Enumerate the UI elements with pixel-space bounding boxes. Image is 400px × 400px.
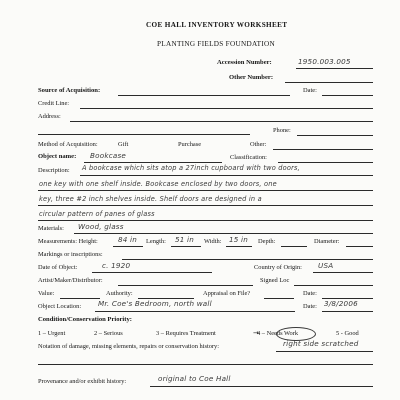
classification-label: Classification: bbox=[230, 154, 267, 161]
location-date-line bbox=[322, 311, 373, 312]
accession-value[interactable]: 1950.003.005 bbox=[298, 57, 351, 66]
object-name-line bbox=[84, 162, 222, 163]
description-rule-2 bbox=[38, 190, 373, 191]
method-other-line[interactable] bbox=[273, 149, 373, 150]
length-value[interactable]: 51 in bbox=[175, 235, 194, 244]
artist-line[interactable] bbox=[118, 285, 253, 286]
width-line bbox=[226, 246, 252, 247]
signed-loc-label: Signed Loc bbox=[260, 277, 290, 284]
source-date-label: Date: bbox=[303, 87, 317, 94]
phone-label: Phone: bbox=[273, 127, 291, 134]
credit-line-line[interactable] bbox=[80, 108, 373, 109]
description-label: Description: bbox=[38, 167, 70, 174]
diameter-label: Diameter: bbox=[314, 238, 340, 245]
date-of-object-value[interactable]: c. 1920 bbox=[102, 261, 131, 270]
provenance-line bbox=[150, 386, 373, 387]
method-purchase[interactable]: Purchase bbox=[178, 141, 202, 148]
description-rule-3 bbox=[38, 205, 373, 206]
description-rule-4 bbox=[38, 220, 373, 221]
length-label: Length: bbox=[146, 238, 166, 245]
notation-value[interactable]: right side scratched bbox=[283, 339, 359, 348]
foundation-name: PLANTING FIELDS FOUNDATION bbox=[157, 40, 276, 48]
description-line-2[interactable]: one key with one shelf inside. Bookcase enclosed by two doors, one bbox=[39, 180, 277, 188]
phone-line[interactable] bbox=[297, 135, 373, 136]
markings-line[interactable] bbox=[122, 259, 373, 260]
other-number-line[interactable] bbox=[285, 82, 373, 83]
date-of-object-line bbox=[92, 272, 212, 273]
description-line-3[interactable]: key, three #2 inch shelves inside. Shelf doors are designed in a bbox=[39, 195, 262, 203]
provenance-label: Provenance and/or exhibit history: bbox=[38, 378, 127, 385]
method-other-label: Other: bbox=[250, 141, 267, 148]
other-number-label: Other Number: bbox=[229, 74, 274, 81]
signed-loc-line[interactable] bbox=[294, 285, 373, 286]
materials-label: Materials: bbox=[38, 225, 64, 232]
value-label: Value: bbox=[38, 290, 55, 297]
object-name-label: Object name: bbox=[38, 153, 77, 160]
notation-line-1 bbox=[276, 351, 373, 352]
location-line bbox=[95, 311, 295, 312]
appraisal-date-label: Date: bbox=[303, 290, 317, 297]
condition-needs-work[interactable]: 4 – Needs Work bbox=[257, 330, 299, 337]
condition-urgent[interactable]: 1 – Urgent bbox=[38, 330, 66, 337]
condition-requires-treatment[interactable]: 3 – Requires Treatment bbox=[156, 330, 216, 337]
depth-line[interactable] bbox=[281, 246, 307, 247]
method-label: Method of Acquisition: bbox=[38, 141, 98, 148]
description-line-1[interactable]: A bookcase which sits atop a 27inch cupboard with two doors, bbox=[82, 164, 300, 172]
materials-value[interactable]: Wood, glass bbox=[78, 222, 124, 231]
width-label: Width: bbox=[204, 238, 222, 245]
location-label: Object Location: bbox=[38, 303, 82, 310]
address-line-2[interactable] bbox=[38, 134, 250, 135]
description-rule-1 bbox=[80, 175, 373, 176]
source-date-line[interactable] bbox=[322, 95, 373, 96]
source-line[interactable] bbox=[118, 95, 290, 96]
height-value[interactable]: 84 in bbox=[118, 235, 137, 244]
appraisal-label: Appraisal on File? bbox=[203, 290, 251, 297]
width-value[interactable]: 15 in bbox=[229, 235, 248, 244]
artist-label: Artist/Maker/Distributor: bbox=[38, 277, 103, 284]
location-date-value[interactable]: 3/8/2006 bbox=[324, 299, 358, 308]
country-value[interactable]: USA bbox=[318, 261, 334, 270]
location-date-label: Date: bbox=[303, 303, 317, 310]
credit-line-label: Credit Line: bbox=[38, 100, 70, 107]
notation-line-2[interactable] bbox=[38, 364, 373, 365]
depth-label: Depth: bbox=[258, 238, 276, 245]
country-label: Country of Origin: bbox=[254, 264, 302, 271]
address-label: Address: bbox=[38, 113, 61, 120]
diameter-line[interactable] bbox=[346, 246, 373, 247]
measurements-label: Measurements: Height: bbox=[38, 238, 98, 245]
classification-line[interactable] bbox=[278, 162, 373, 163]
description-line-4[interactable]: circular pattern of panes of glass bbox=[39, 210, 155, 218]
worksheet-title: COE HALL INVENTORY WORKSHEET bbox=[146, 21, 288, 29]
country-line bbox=[313, 272, 373, 273]
right-arrow-icon: → bbox=[253, 329, 259, 337]
height-line bbox=[113, 246, 143, 247]
value-line[interactable] bbox=[60, 298, 100, 299]
length-line bbox=[171, 246, 201, 247]
condition-title: Condition/Conservation Priority: bbox=[38, 316, 132, 323]
markings-label: Markings or inscriptions: bbox=[38, 251, 103, 258]
condition-good[interactable]: 5 - Good bbox=[336, 330, 359, 337]
address-line-1[interactable] bbox=[70, 121, 373, 122]
object-name-value[interactable]: Bookcase bbox=[90, 151, 127, 160]
condition-serious[interactable]: 2 – Serious bbox=[94, 330, 123, 337]
materials-line bbox=[74, 233, 373, 234]
location-value[interactable]: Mr. Coe's Bedroom, north wall bbox=[98, 299, 212, 308]
provenance-value[interactable]: original to Coe Hall bbox=[158, 374, 231, 383]
notation-label: Notation of damage, missing elements, repairs or conservation history: bbox=[38, 343, 220, 350]
accession-label: Accession Number: bbox=[217, 59, 272, 66]
method-gift[interactable]: Gift bbox=[118, 141, 129, 148]
accession-line bbox=[296, 68, 373, 69]
date-of-object-label: Date of Object: bbox=[38, 264, 78, 271]
source-label: Source of Acquisition: bbox=[38, 87, 101, 94]
authority-label: Authority: bbox=[106, 290, 133, 297]
appraisal-line[interactable] bbox=[264, 298, 294, 299]
